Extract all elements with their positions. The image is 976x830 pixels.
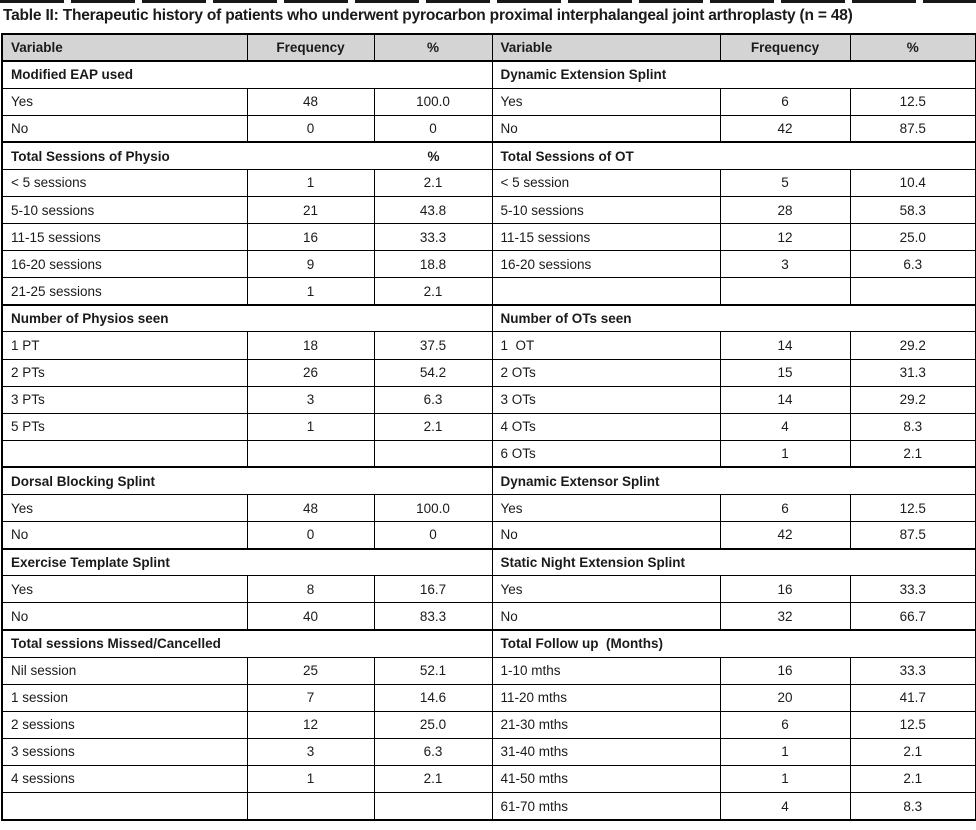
section-header-cell-right bbox=[492, 142, 976, 169]
table-row bbox=[2, 711, 976, 738]
cell-pct-right: 87.5 bbox=[850, 522, 976, 549]
cell-variable-right: 1-10 mths bbox=[492, 657, 720, 684]
section-header-cell-left bbox=[2, 467, 492, 494]
section-header-cell-left bbox=[2, 61, 492, 88]
cell-variable-left: 5 PTs bbox=[2, 413, 247, 440]
column-header-percent-right: % bbox=[850, 34, 976, 61]
cell-pct-left: 43.8 bbox=[374, 196, 492, 223]
column-header-percent-left: % bbox=[374, 34, 492, 61]
cell-pct-right: 2.1 bbox=[850, 765, 976, 792]
cell-variable-left bbox=[2, 440, 247, 467]
cell-frequency-left: 3 bbox=[247, 386, 374, 413]
cell-frequency-left: 26 bbox=[247, 359, 374, 386]
cell-pct-left: 2.1 bbox=[374, 765, 492, 792]
cell-pct-left: 6.3 bbox=[374, 386, 492, 413]
cell-variable-right: 1 OT bbox=[492, 332, 720, 359]
section-header-cell-left bbox=[2, 305, 492, 332]
cell-variable-left: No bbox=[2, 115, 247, 142]
cell-frequency-left bbox=[247, 440, 374, 467]
cell-variable-left: No bbox=[2, 522, 247, 549]
cell-pct-left: 100.0 bbox=[374, 88, 492, 115]
cell-variable-left: 3 sessions bbox=[2, 738, 247, 765]
section-header-label: Total sessions Missed/Cancelled bbox=[11, 636, 221, 652]
cell-pct-right: 8.3 bbox=[850, 413, 976, 440]
cell-variable-left: 3 PTs bbox=[2, 386, 247, 413]
section-header-cell-right bbox=[492, 467, 976, 494]
cell-variable-right: 5-10 sessions bbox=[492, 196, 720, 223]
cell-pct-right: 87.5 bbox=[850, 115, 976, 142]
cell-pct-left: 0 bbox=[374, 115, 492, 142]
section-header-label: Total Sessions of OT bbox=[500, 148, 634, 164]
cell-pct-left bbox=[374, 793, 492, 820]
table-row bbox=[2, 738, 976, 765]
scan-edge-artifact bbox=[0, 0, 976, 3]
cell-variable-left: Yes bbox=[2, 495, 247, 522]
table-row bbox=[2, 88, 976, 115]
cell-frequency-left: 18 bbox=[247, 332, 374, 359]
section-percent-label: % bbox=[427, 148, 440, 164]
cell-pct-right: 29.2 bbox=[850, 332, 976, 359]
cell-pct-right: 29.2 bbox=[850, 386, 976, 413]
cell-frequency-left: 16 bbox=[247, 224, 374, 251]
table-row bbox=[2, 386, 976, 413]
cell-pct-left: 33.3 bbox=[374, 224, 492, 251]
cell-pct-left: 52.1 bbox=[374, 657, 492, 684]
cell-pct-left bbox=[374, 440, 492, 467]
section-header-label: Dynamic Extensor Splint bbox=[500, 473, 660, 489]
cell-frequency-left: 0 bbox=[247, 522, 374, 549]
cell-variable-right: 61-70 mths bbox=[492, 793, 720, 820]
table-row bbox=[2, 793, 976, 820]
table-row bbox=[2, 169, 976, 196]
cell-variable-left: 2 sessions bbox=[2, 711, 247, 738]
section-header-label: Total Follow up (Months) bbox=[500, 636, 663, 652]
therapy-history-table bbox=[1, 33, 976, 821]
cell-pct-right: 58.3 bbox=[850, 196, 976, 223]
table-row bbox=[2, 115, 976, 142]
cell-variable-right: 11-15 sessions bbox=[492, 224, 720, 251]
cell-frequency-left: 1 bbox=[247, 765, 374, 792]
cell-pct-left: 16.7 bbox=[374, 576, 492, 603]
cell-pct-left: 37.5 bbox=[374, 332, 492, 359]
cell-frequency-right: 6 bbox=[720, 495, 850, 522]
cell-variable-right: 11-20 mths bbox=[492, 684, 720, 711]
table-row bbox=[2, 495, 976, 522]
column-header-frequency-left: Frequency bbox=[247, 34, 374, 61]
cell-frequency-right: 1 bbox=[720, 440, 850, 467]
table-title: Table II: Therapeutic history of patients who underwent pyrocarbon proximal interphalangeal joint arthroplasty (n = 48) bbox=[3, 7, 853, 24]
table-row bbox=[2, 549, 976, 576]
cell-variable-left: 4 sessions bbox=[2, 765, 247, 792]
table-row bbox=[2, 522, 976, 549]
cell-frequency-right: 15 bbox=[720, 359, 850, 386]
cell-pct-left: 6.3 bbox=[374, 738, 492, 765]
cell-pct-right: 10.4 bbox=[850, 169, 976, 196]
cell-variable-left: 11-15 sessions bbox=[2, 224, 247, 251]
table-row bbox=[2, 332, 976, 359]
cell-variable-right bbox=[492, 278, 720, 305]
cell-frequency-right: 16 bbox=[720, 657, 850, 684]
cell-pct-right: 25.0 bbox=[850, 224, 976, 251]
cell-frequency-left: 21 bbox=[247, 196, 374, 223]
cell-frequency-left: 7 bbox=[247, 684, 374, 711]
cell-pct-left: 100.0 bbox=[374, 495, 492, 522]
table-row bbox=[2, 576, 976, 603]
cell-variable-left: 2 PTs bbox=[2, 359, 247, 386]
cell-frequency-right: 5 bbox=[720, 169, 850, 196]
cell-pct-right: 41.7 bbox=[850, 684, 976, 711]
cell-pct-right: 2.1 bbox=[850, 440, 976, 467]
cell-frequency-right: 16 bbox=[720, 576, 850, 603]
cell-variable-right: Yes bbox=[492, 576, 720, 603]
table-row bbox=[2, 142, 976, 169]
column-header-variable-left: Variable bbox=[2, 34, 247, 61]
cell-variable-left: Nil session bbox=[2, 657, 247, 684]
cell-pct-right: 2.1 bbox=[850, 738, 976, 765]
cell-frequency-left: 48 bbox=[247, 495, 374, 522]
cell-frequency-left: 9 bbox=[247, 251, 374, 278]
cell-pct-left: 2.1 bbox=[374, 413, 492, 440]
table-row bbox=[2, 603, 976, 630]
cell-pct-left: 54.2 bbox=[374, 359, 492, 386]
cell-variable-right: < 5 session bbox=[492, 169, 720, 196]
cell-frequency-left: 40 bbox=[247, 603, 374, 630]
column-header-variable-right: Variable bbox=[492, 34, 720, 61]
table-row bbox=[2, 61, 976, 88]
cell-pct-left: 83.3 bbox=[374, 603, 492, 630]
cell-frequency-left bbox=[247, 793, 374, 820]
cell-pct-right: 31.3 bbox=[850, 359, 976, 386]
cell-variable-right: 6 OTs bbox=[492, 440, 720, 467]
cell-frequency-right bbox=[720, 278, 850, 305]
section-header-cell-right bbox=[492, 630, 976, 657]
cell-variable-left: Yes bbox=[2, 88, 247, 115]
cell-variable-right: 21-30 mths bbox=[492, 711, 720, 738]
cell-pct-left: 25.0 bbox=[374, 711, 492, 738]
column-header-frequency-right: Frequency bbox=[720, 34, 850, 61]
cell-variable-left: 1 PT bbox=[2, 332, 247, 359]
cell-variable-left: 16-20 sessions bbox=[2, 251, 247, 278]
section-header-cell-right bbox=[492, 305, 976, 332]
cell-variable-right: 31-40 mths bbox=[492, 738, 720, 765]
cell-frequency-right: 3 bbox=[720, 251, 850, 278]
cell-variable-right: 41-50 mths bbox=[492, 765, 720, 792]
cell-frequency-right: 1 bbox=[720, 765, 850, 792]
cell-variable-left: < 5 sessions bbox=[2, 169, 247, 196]
cell-variable-right: 16-20 sessions bbox=[492, 251, 720, 278]
cell-frequency-left: 1 bbox=[247, 278, 374, 305]
cell-pct-right: 8.3 bbox=[850, 793, 976, 820]
cell-frequency-left: 25 bbox=[247, 657, 374, 684]
cell-variable-right: No bbox=[492, 603, 720, 630]
table-row bbox=[2, 359, 976, 386]
table-row bbox=[2, 251, 976, 278]
table-row bbox=[2, 467, 976, 494]
cell-variable-right: No bbox=[492, 522, 720, 549]
table-row bbox=[2, 305, 976, 332]
cell-frequency-right: 4 bbox=[720, 413, 850, 440]
section-header-label: Static Night Extension Splint bbox=[500, 554, 686, 570]
cell-variable-left: No bbox=[2, 603, 247, 630]
header-row bbox=[2, 34, 976, 61]
cell-frequency-right: 1 bbox=[720, 738, 850, 765]
cell-pct-right: 6.3 bbox=[850, 251, 976, 278]
cell-frequency-right: 6 bbox=[720, 711, 850, 738]
cell-pct-left: 0 bbox=[374, 522, 492, 549]
section-header-cell-left bbox=[2, 549, 492, 576]
cell-pct-right: 12.5 bbox=[850, 711, 976, 738]
cell-pct-left: 2.1 bbox=[374, 278, 492, 305]
cell-variable-right: 3 OTs bbox=[492, 386, 720, 413]
cell-frequency-right: 20 bbox=[720, 684, 850, 711]
section-header-label: Exercise Template Splint bbox=[11, 554, 170, 570]
cell-frequency-right: 42 bbox=[720, 522, 850, 549]
cell-variable-left bbox=[2, 793, 247, 820]
table-row bbox=[2, 630, 976, 657]
cell-frequency-left: 3 bbox=[247, 738, 374, 765]
cell-pct-right: 33.3 bbox=[850, 576, 976, 603]
section-header-label: Total Sessions of Physio bbox=[11, 148, 170, 164]
cell-variable-right: No bbox=[492, 115, 720, 142]
cell-frequency-right: 12 bbox=[720, 224, 850, 251]
table-row bbox=[2, 413, 976, 440]
cell-frequency-right: 14 bbox=[720, 332, 850, 359]
cell-frequency-left: 1 bbox=[247, 169, 374, 196]
cell-frequency-left: 0 bbox=[247, 115, 374, 142]
cell-frequency-left: 8 bbox=[247, 576, 374, 603]
cell-frequency-left: 48 bbox=[247, 88, 374, 115]
table-row bbox=[2, 224, 976, 251]
cell-frequency-right: 42 bbox=[720, 115, 850, 142]
cell-pct-right bbox=[850, 278, 976, 305]
section-header-cell-right bbox=[492, 549, 976, 576]
section-header-label: Dorsal Blocking Splint bbox=[11, 473, 156, 489]
cell-frequency-right: 14 bbox=[720, 386, 850, 413]
cell-pct-left: 2.1 bbox=[374, 169, 492, 196]
cell-frequency-right: 32 bbox=[720, 603, 850, 630]
cell-frequency-right: 6 bbox=[720, 88, 850, 115]
cell-variable-right: 2 OTs bbox=[492, 359, 720, 386]
cell-variable-left: 21-25 sessions bbox=[2, 278, 247, 305]
cell-frequency-left: 12 bbox=[247, 711, 374, 738]
cell-pct-right: 12.5 bbox=[850, 88, 976, 115]
cell-pct-left: 14.6 bbox=[374, 684, 492, 711]
section-header-cell-left bbox=[2, 630, 492, 657]
section-header-label: Number of OTs seen bbox=[500, 311, 632, 327]
cell-variable-right: Yes bbox=[492, 88, 720, 115]
cell-variable-right: Yes bbox=[492, 495, 720, 522]
table-row bbox=[2, 440, 976, 467]
table-row bbox=[2, 765, 976, 792]
cell-pct-right: 66.7 bbox=[850, 603, 976, 630]
cell-frequency-right: 28 bbox=[720, 196, 850, 223]
cell-frequency-right: 4 bbox=[720, 793, 850, 820]
cell-variable-left: 5-10 sessions bbox=[2, 196, 247, 223]
cell-pct-right: 33.3 bbox=[850, 657, 976, 684]
cell-variable-left: Yes bbox=[2, 576, 247, 603]
section-header-label: Number of Physios seen bbox=[11, 311, 169, 327]
table-row bbox=[2, 196, 976, 223]
table-row bbox=[2, 684, 976, 711]
table-row bbox=[2, 657, 976, 684]
cell-frequency-left: 1 bbox=[247, 413, 374, 440]
cell-variable-left: 1 session bbox=[2, 684, 247, 711]
cell-pct-left: 18.8 bbox=[374, 251, 492, 278]
section-header-cell-right bbox=[492, 61, 976, 88]
table-row bbox=[2, 278, 976, 305]
section-header-label: Dynamic Extension Splint bbox=[500, 67, 667, 83]
section-header-label: Modified EAP used bbox=[11, 67, 134, 83]
cell-variable-right: 4 OTs bbox=[492, 413, 720, 440]
cell-pct-right: 12.5 bbox=[850, 495, 976, 522]
section-header-cell-left bbox=[2, 142, 492, 169]
